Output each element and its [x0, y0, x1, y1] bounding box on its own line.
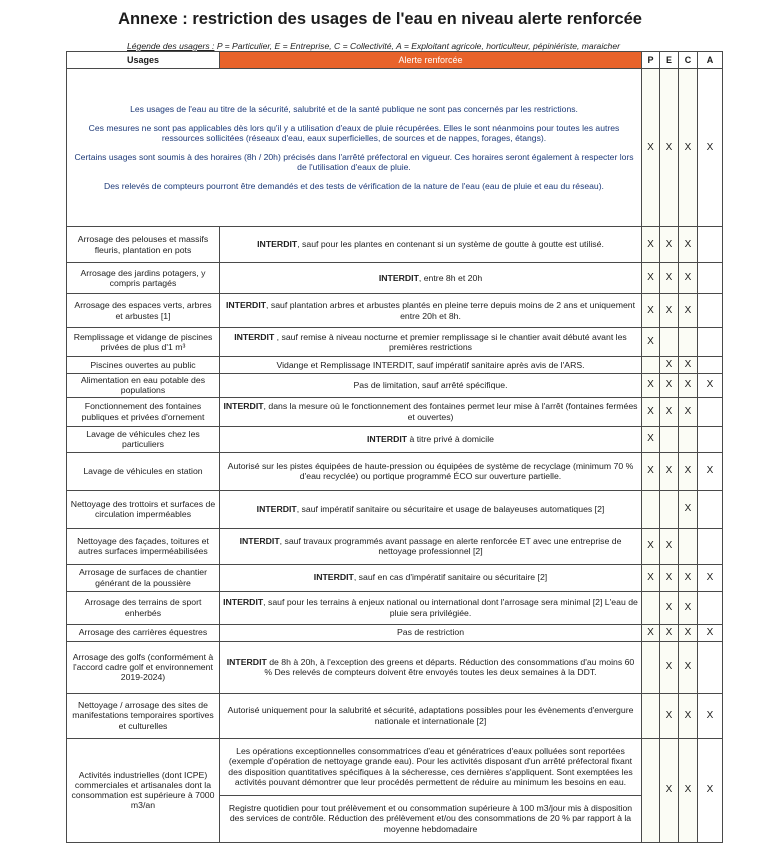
intro-line: Des relevés de compteurs pourront être demandés et des tests de vérification de la nature de l'eau (eau de pluie et eau du réseau). [104, 181, 604, 192]
mark-e: X [660, 641, 679, 693]
header-usages: Usages [67, 52, 220, 69]
restriction-cell [220, 294, 642, 328]
mark-c: X [679, 263, 698, 294]
mark-e: X [660, 452, 679, 490]
mark-a [698, 357, 723, 374]
mark-a: X [698, 693, 723, 738]
mark-c: X [679, 564, 698, 591]
restriction-text: , sauf impératif sanitaire ou sécuritaire et usage de balayeuses automatiques [2] [296, 503, 605, 514]
restriction-cell [220, 426, 642, 452]
mark-e [660, 426, 679, 452]
table-row [67, 263, 723, 294]
restriction-keyword: INTERDIT [239, 535, 280, 546]
restriction-text: , sauf pour les terrains à enjeux national ou international dont l'arrosage sera minimal [2] L'eau de pluie sera privilégiée. [263, 597, 638, 618]
usage-cell: Lavage de véhicules en station [67, 452, 220, 490]
mark-a: X [698, 374, 723, 398]
mark-p: X [642, 69, 660, 227]
usage-cell: Arrosage des golfs (conformément à l'accord cadre golf et environnement 2019-2024) [67, 641, 220, 693]
mark-p: X [642, 263, 660, 294]
mark-c: X [679, 69, 698, 227]
mark-a [698, 426, 723, 452]
restriction-table [66, 51, 723, 843]
mark-p [642, 693, 660, 738]
mark-p: X [642, 374, 660, 398]
table-row [67, 452, 723, 490]
mark-p: X [642, 426, 660, 452]
usage-cell: Arrosage des jardins potagers, y compris partagés [67, 263, 220, 294]
table-row [67, 357, 723, 374]
restriction-text: à titre privé à domicile [407, 433, 494, 444]
mark-e: X [660, 374, 679, 398]
header-alert-level: Alerte renforcée [220, 52, 642, 69]
restriction-keyword: INTERDIT [256, 503, 297, 514]
mark-a: X [698, 564, 723, 591]
restriction-text: , sauf travaux programmés avant passage en alerte renforcée ET avec une entreprise de nettoyage professionnel [2] [279, 535, 622, 557]
mark-a: X [698, 69, 723, 227]
table-row [67, 564, 723, 591]
restriction-cell [220, 624, 642, 641]
usage-cell: Nettoyage des trottoirs et surfaces de circulation imperméables [67, 490, 220, 528]
table-row [67, 490, 723, 528]
mark-e: X [660, 591, 679, 624]
mark-p: X [642, 328, 660, 357]
restriction-keyword: INTERDIT [225, 300, 267, 311]
mark-c: X [679, 227, 698, 263]
intro-line: Certains usages sont soumis à des horaires (8h / 20h) précisés dans l'arrêté préfectoral en vigueur. Ces horaires seront également à respecter lors de l'utilisation d'eaux de pluie. [74, 152, 634, 173]
usage-cell: Arrosage de surfaces de chantier générant de la poussière [67, 564, 220, 591]
mark-c: X [679, 357, 698, 374]
table-row [67, 528, 723, 564]
mark-c: X [679, 452, 698, 490]
legend-text: P = Particulier, E = Entreprise, C = Collectivité, A = Exploitant agricole, horticulteur, pépiniériste, maraicher [214, 41, 620, 51]
restriction-cell [220, 490, 642, 528]
table-row [67, 374, 723, 398]
mark-c: X [679, 693, 698, 738]
restriction-text: Autorisé uniquement pour la salubrité et sécurité, adaptations possibles pour les évènements d'envergure nationale et internationale [2] [227, 705, 634, 726]
mark-c: X [679, 641, 698, 693]
restriction-cell [220, 564, 642, 591]
table-row [67, 426, 723, 452]
intro-notes [67, 69, 642, 227]
table-row [67, 591, 723, 624]
mark-a [698, 641, 723, 693]
restriction-keyword: INTERDIT [223, 597, 264, 608]
usage-cell: Arrosage des pelouses et massifs fleuris, plantation en pots [67, 227, 220, 263]
mark-c [679, 426, 698, 452]
restriction-keyword: INTERDIT [378, 272, 419, 283]
mark-e: X [660, 294, 679, 328]
table-header-row [67, 52, 723, 69]
header-a: A [698, 52, 723, 69]
restriction-cell: Les opérations exceptionnelles consommatrices d'eau et génératrices d'eaux polluées sont reportées (exemple d'opération de nettoyage grande eau). Pour les activités disposant d'un arrêté préfectoral fixant des disposition quantitatives spécifiques à la sécheresse, ces dernières s'appliquent. Sont exemptées les activités pouvant démontrer que leur procédés permettent de réduire au minimum les besoins en eau. [220, 738, 642, 795]
restriction-cell [220, 452, 642, 490]
mark-p: X [642, 564, 660, 591]
mark-c: X [679, 294, 698, 328]
restriction-cell [220, 357, 642, 374]
usage-cell: Arrosage des espaces verts, arbres et arbustes [1] [67, 294, 220, 328]
usage-cell: Nettoyage des façades, toitures et autres surfaces imperméabilisées [67, 528, 220, 564]
mark-p: X [642, 227, 660, 263]
usage-cell: Fonctionnement des fontaines publiques et privées d'ornement [67, 397, 220, 426]
intro-line: Les usages de l'eau au titre de la sécurité, salubrité et de la santé publique ne sont pas concernés par les restrictions. [130, 103, 578, 114]
mark-a [698, 294, 723, 328]
header-p: P [642, 52, 660, 69]
mark-p [642, 641, 660, 693]
mark-p [642, 490, 660, 528]
restriction-text: , sauf remise à niveau nocturne et premier remplissage si le chantier avait débuté avant les premières restrictions [274, 331, 627, 352]
usage-cell: Activités industrielles (dont ICPE) commerciales et artisanales dont la consommation est supérieure à 7000 m3/an [67, 738, 220, 842]
restriction-cell [220, 397, 642, 426]
restriction-cell [220, 227, 642, 263]
mark-e: X [660, 624, 679, 641]
restriction-text: , sauf plantation arbres et arbustes plantés en pleine terre depuis moins de 2 ans et uniquement entre 20h et 8h. [266, 300, 636, 321]
usage-cell: Lavage de véhicules chez les particuliers [67, 426, 220, 452]
mark-e: X [660, 528, 679, 564]
mark-a [698, 528, 723, 564]
restriction-text: Pas de limitation, sauf arrêté spécifique. [353, 380, 508, 391]
intro-line: Ces mesures ne sont pas applicables dès lors qu'il y a utilisation d'eaux de pluie récupérées. Elles le sont néanmoins pour toutes les autres ressources sollicitées (réseaux d'eau, eaux superficielles, de sources et de nappes, forages, étangs). [88, 122, 620, 143]
mark-a: X [698, 452, 723, 490]
page-title: Annexe : restriction des usages de l'eau en niveau alerte renforcée [118, 10, 642, 28]
restriction-cell: Registre quotidien pour tout prélèvement et ou consommation supérieure à 100 m3/jour mis à disposition des services de contrôle. Réduction des prélèvement et/ou des consommations de 20 % par rapport à la moyenne hebdomadaire [220, 795, 642, 842]
table-row [67, 227, 723, 263]
mark-e: X [660, 738, 679, 842]
mark-a [698, 591, 723, 624]
mark-c: X [679, 624, 698, 641]
mark-c: X [679, 490, 698, 528]
mark-e: X [660, 69, 679, 227]
restriction-keyword: INTERDIT [234, 331, 275, 342]
header-c: C [679, 52, 698, 69]
usage-cell: Nettoyage / arrosage des sites de manifestations temporaires sportives et culturelles [67, 693, 220, 738]
header-e: E [660, 52, 679, 69]
mark-p: X [642, 624, 660, 641]
mark-p: X [642, 528, 660, 564]
restriction-text: Autorisé sur les pistes équipées de haute-pression ou équipées de système de recyclage (minimum 70 % d'eau recyclée) ou portique programmé ÉCO sur ouverture partielle. [227, 460, 634, 482]
usage-cell: Piscines ouvertes au public [67, 357, 220, 374]
mark-a [698, 397, 723, 426]
usage-cell: Arrosage des carrières équestres [67, 624, 220, 641]
mark-e: X [660, 564, 679, 591]
mark-p [642, 357, 660, 374]
table-row [67, 328, 723, 357]
restriction-text: , dans la mesure où le fonctionnement des fontaines permet leur mise à l'arrêt (fontaines fermées et ouvertes) [263, 401, 638, 422]
restriction-keyword: INTERDIT [226, 656, 267, 667]
restriction-text: Pas de restriction [396, 627, 465, 638]
restriction-text: , sauf pour les plantes en contenant si un système de goutte à goutte est utilisé. [297, 239, 604, 250]
mark-e [660, 328, 679, 357]
table-row-industry [67, 738, 723, 795]
table-row [67, 397, 723, 426]
mark-c: X [679, 397, 698, 426]
restriction-text: , entre 8h et 20h [418, 272, 483, 283]
table-row [67, 641, 723, 693]
mark-c: X [679, 374, 698, 398]
restriction-cell [220, 693, 642, 738]
restriction-text: Vidange et Remplissage INTERDIT, sauf impératif sanitaire après avis de l'ARS. [276, 359, 585, 370]
mark-c [679, 328, 698, 357]
restriction-text: , sauf en cas d'impératif sanitaire ou sécuritaire [2] [353, 572, 548, 583]
table-row [67, 693, 723, 738]
mark-c: X [679, 738, 698, 842]
restriction-cell [220, 641, 642, 693]
mark-p: X [642, 452, 660, 490]
restriction-cell [220, 528, 642, 564]
mark-e: X [660, 357, 679, 374]
mark-a [698, 328, 723, 357]
restriction-keyword: INTERDIT [367, 433, 408, 444]
mark-e: X [660, 397, 679, 426]
restriction-cell [220, 591, 642, 624]
mark-a [698, 227, 723, 263]
usage-cell: Remplissage et vidange de piscines privées de plus d'1 m³ [67, 328, 220, 357]
mark-p [642, 738, 660, 842]
restriction-text: de 8h à 20h, à l'exception des greens et départs. Réduction des consommations d'au moins 60 % Des relevés de compteurs doivent être envoyés toutes les deux semaines à la DDT. [264, 656, 635, 678]
mark-e: X [660, 227, 679, 263]
mark-c [679, 528, 698, 564]
restriction-cell [220, 374, 642, 398]
mark-a: X [698, 624, 723, 641]
mark-a [698, 490, 723, 528]
restriction-keyword: INTERDIT [313, 572, 354, 583]
usage-cell: Arrosage des terrains de sport enherbés [67, 591, 220, 624]
table-row [67, 624, 723, 641]
restriction-keyword: INTERDIT [223, 401, 264, 412]
mark-a: X [698, 738, 723, 842]
mark-e [660, 490, 679, 528]
intro-row [67, 69, 723, 227]
mark-e: X [660, 263, 679, 294]
mark-p: X [642, 397, 660, 426]
restriction-keyword: INTERDIT [257, 239, 298, 250]
restriction-cell [220, 263, 642, 294]
legend [127, 41, 620, 51]
mark-e: X [660, 693, 679, 738]
restriction-cell [220, 328, 642, 357]
mark-p [642, 591, 660, 624]
usage-cell: Alimentation en eau potable des populations [67, 374, 220, 398]
mark-a [698, 263, 723, 294]
mark-p: X [642, 294, 660, 328]
legend-label: Légende des usagers : [127, 41, 215, 51]
mark-c: X [679, 591, 698, 624]
table-row [67, 294, 723, 328]
